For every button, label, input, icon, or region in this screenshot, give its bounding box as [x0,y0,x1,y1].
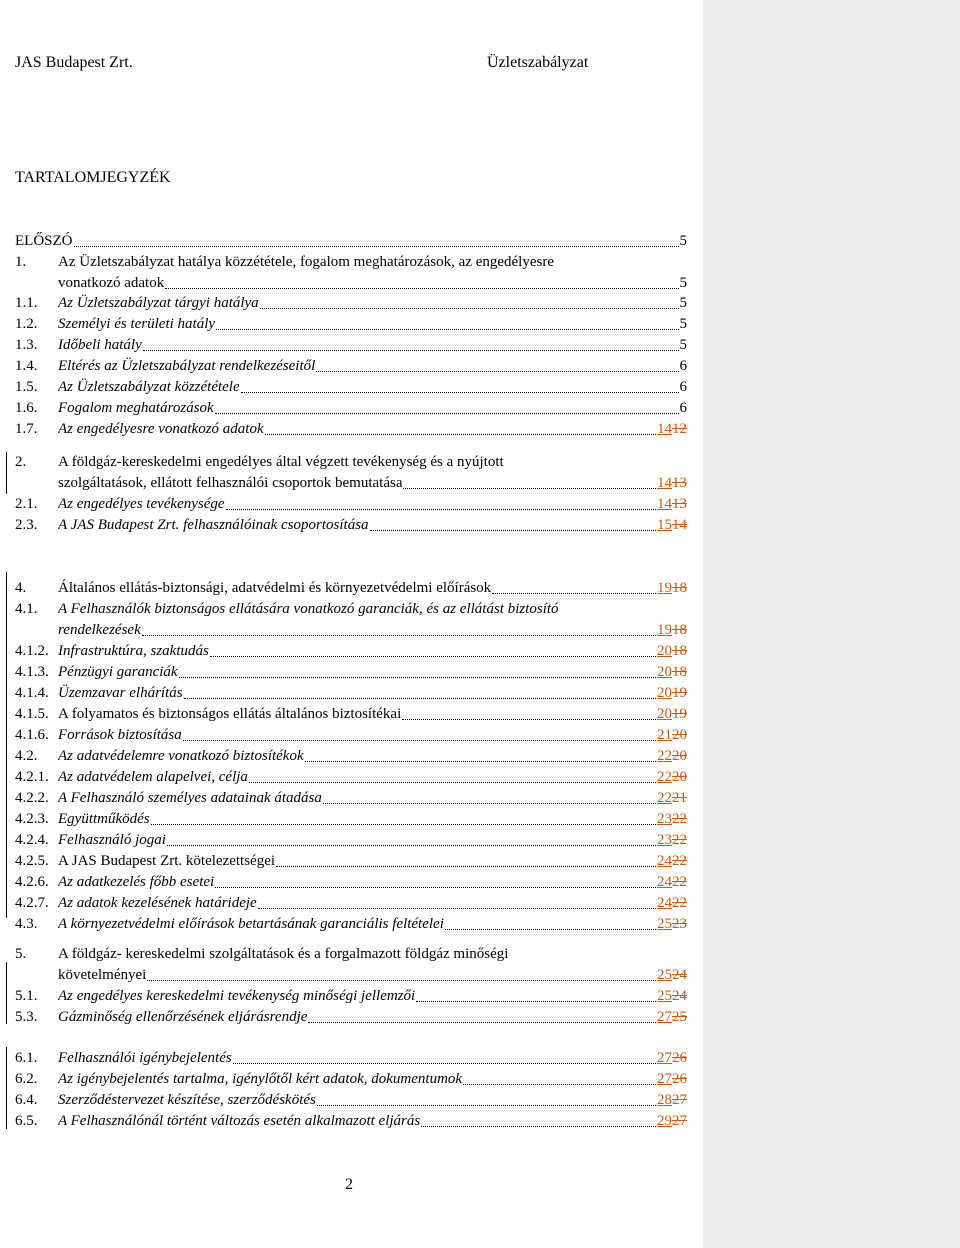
toc-dot-leader [445,929,656,930]
toc-page-current: 25 [657,967,672,983]
toc-page-current: 14 [657,421,672,437]
toc-entry-title: A JAS Budapest Zrt. felhasználóinak csoportosítása [58,517,369,533]
toc-entry-number: ELŐSZÓ [15,233,73,249]
toc-entry-number: 4.2.7. [15,895,49,911]
toc-dot-leader [183,740,656,741]
toc-entry-page [657,473,687,493]
toc-entry-title: Az adatvédelem alapelvei, célja [58,769,248,785]
toc-entry-number: 1.6. [15,400,38,416]
toc-entry-title: A Felhasználók biztonságos ellátására vonatkozó garanciák, és az ellátást biztosító [58,601,559,617]
toc-entry-number: 4.1.5. [15,706,49,722]
toc-entry[interactable] [15,398,687,418]
toc-entry[interactable] [15,893,687,913]
toc-entry-title: követelményei [58,967,147,983]
toc-page-deleted: 22 [672,874,687,890]
page-number: 2 [345,1176,353,1193]
toc-entry[interactable] [15,1007,687,1027]
toc-entry-page [657,809,687,829]
toc-entry-number: 4.2.3. [15,811,49,827]
toc-page-deleted: 25 [672,1009,687,1025]
toc-entry-number: 4.3. [15,916,38,932]
toc-dot-leader [416,1001,656,1002]
toc-entry-page [657,704,687,724]
toc-page-current: 20 [657,664,672,680]
toc-entry-page [657,494,687,514]
toc-dot-leader [215,413,679,414]
toc-entry-number: 4.1. [15,601,38,617]
toc-entry-title: Szerződéstervezet készítése, szerződéskötés [58,1092,316,1108]
toc-entry[interactable] [15,767,687,787]
toc-dot-leader [421,1126,656,1127]
toc-entry-page [680,377,688,397]
toc-page-current: 14 [657,496,672,512]
toc-entry[interactable] [15,252,687,272]
toc-entry[interactable] [15,515,687,535]
toc-page-current: 27 [657,1071,672,1087]
toc-entry-number: 4.2. [15,748,38,764]
toc-page-deleted: 18 [672,580,687,596]
toc-entry-title: Infrastruktúra, szaktudás [58,643,209,659]
toc-dot-leader [402,719,656,720]
toc-entry-page [657,662,687,682]
toc-page-deleted: 19 [672,706,687,722]
toc-entry[interactable] [15,830,687,850]
change-bar [6,1047,7,1129]
toc-entry[interactable] [15,231,687,251]
toc-entry-number: 2. [15,454,27,470]
toc-entry[interactable] [15,599,687,619]
toc-entry-number: 1.7. [15,421,38,437]
toc-page-current: 22 [657,748,672,764]
toc-page-deleted: 12 [672,421,687,437]
toc-entry-page [680,293,688,313]
toc-entry[interactable] [15,725,687,745]
toc-entry[interactable] [15,335,687,355]
toc-entry[interactable] [15,419,687,439]
toc-entry-title: Az adatkezelés főbb esetei [58,874,215,890]
toc-page-deleted: 18 [672,622,687,638]
toc-dot-leader [305,761,656,762]
toc-page-current: 25 [657,916,672,932]
toc-entry-title: A JAS Budapest Zrt. kötelezettségei [58,853,276,869]
toc-dot-leader [233,1063,656,1064]
toc-entry-page [657,788,687,808]
comment-margin-panel [703,0,960,1248]
toc-dot-leader [165,288,678,289]
toc-entry-page [657,851,687,871]
toc-page-current: 28 [657,1092,672,1108]
toc-entry-page [657,419,687,439]
toc-page-deleted: 14 [672,517,687,533]
toc-entry-number: 5. [15,946,27,962]
toc-dot-leader [143,350,679,351]
toc-entry-page [657,1069,687,1089]
toc-page-current: 24 [657,874,672,890]
toc-title: TARTALOMJEGYZÉK [15,169,171,186]
toc-dot-leader [260,308,679,309]
toc-page-deleted: 26 [672,1050,687,1066]
toc-entry[interactable] [15,452,687,472]
toc-page-current: 20 [657,685,672,701]
toc-entry[interactable] [15,914,687,934]
toc-dot-leader [215,887,656,888]
toc-entry[interactable] [15,986,687,1006]
toc-entry[interactable] [15,662,687,682]
toc-page-deleted: 13 [672,475,687,491]
toc-entry-title: Általános ellátás-biztonsági, adatvédelmi és környezetvédelmi előírások [58,580,492,596]
toc-entry-title: Az engedélyes tevékenysége [58,496,225,512]
toc-entry[interactable] [15,746,687,766]
toc-entry-title: Üzemzavar elhárítás [58,685,183,701]
toc-dot-leader [147,980,656,981]
toc-entry[interactable] [15,578,687,598]
toc-entry-page [657,620,687,640]
toc-entry-page [680,273,688,293]
toc-page-deleted: 13 [672,496,687,512]
toc-entry-title: Az igénybejelentés tartalma, igénylőtől kért adatok, dokumentumok [58,1071,463,1087]
toc-entry-title: Felhasználó jogai [58,832,166,848]
toc-page-deleted: 22 [672,832,687,848]
toc-entry[interactable] [15,1048,687,1068]
toc-entry-title: vonatkozó adatok [58,275,165,291]
toc-dot-leader [316,371,678,372]
toc-entry-number: 4.2.4. [15,832,49,848]
toc-page-current: 24 [657,895,672,911]
toc-entry-number: 6.5. [15,1113,38,1129]
toc-page-current: 20 [657,643,672,659]
toc-page-deleted: 20 [672,769,687,785]
toc-entry-page [680,356,688,376]
toc-dot-leader [308,1022,656,1023]
toc-entry-title: A Felhasználónál történt változás esetén alkalmazott eljárás [58,1113,421,1129]
toc-entry-number: 4.2.2. [15,790,49,806]
toc-entry[interactable] [15,473,687,493]
toc-page-current: 14 [657,475,672,491]
toc-page-current: 6 [679,400,687,416]
toc-entry-page [657,965,687,985]
toc-entry-title: Gázminőség ellenőrzésének eljárásrendje [58,1009,308,1025]
toc-entry-title: Pénzügyi garanciák [58,664,178,680]
toc-entry[interactable] [15,293,687,313]
toc-entry-title: szolgáltatások, ellátott felhasználói csoportok bemutatása [58,475,403,491]
toc-page-deleted: 22 [672,895,687,911]
toc-entry-title: Az Üzletszabályzat közzététele [58,379,240,395]
toc-page-current: 5 [679,233,687,249]
toc-entry-number: 4.1.6. [15,727,49,743]
toc-entry-title: Személyi és területi hatály [58,316,216,332]
toc-entry-page [657,914,687,934]
toc-page-current: 21 [657,727,672,743]
toc-entry[interactable] [15,314,687,334]
toc-entry-number: 4.2.6. [15,874,49,890]
toc-entry-number: 4.2.1. [15,769,49,785]
toc-entry-title: Források biztosítása [58,727,182,743]
toc-dot-leader [276,866,656,867]
toc-entry-page [657,986,687,1006]
toc-entry[interactable] [15,1069,687,1089]
toc-page-current: 5 [679,295,687,311]
toc-dot-leader [151,824,656,825]
toc-dot-leader [179,677,656,678]
toc-page-current: 19 [657,622,672,638]
toc-dot-leader [216,329,678,330]
toc-entry-page [680,398,688,418]
toc-entry-title: A földgáz- kereskedelmi szolgáltatások és a forgalmazott földgáz minőségi [58,946,509,962]
toc-entry-number: 2.1. [15,496,38,512]
toc-dot-leader [184,698,656,699]
toc-dot-leader [226,509,656,510]
toc-page-current: 15 [657,517,672,533]
toc-page-current: 6 [679,358,687,374]
toc-entry[interactable] [15,494,687,514]
toc-page-current: 22 [657,790,672,806]
toc-dot-leader [74,246,679,247]
toc-page-current: 5 [679,337,687,353]
toc-dot-leader [370,530,656,531]
toc-entry-page [657,1007,687,1027]
toc-entry[interactable] [15,788,687,808]
toc-entry[interactable] [15,704,687,724]
toc-page-deleted: 20 [672,748,687,764]
toc-entry-number: 2.3. [15,517,38,533]
toc-entry-page [657,746,687,766]
toc-dot-leader [463,1084,656,1085]
toc-page-current: 29 [657,1113,672,1129]
toc-entry-number: 5.1. [15,988,38,1004]
toc-entry-page [680,335,688,355]
toc-page-current: 5 [679,316,687,332]
toc-page-current: 25 [657,988,672,1004]
toc-entry-page [657,1048,687,1068]
toc-entry-number: 6.2. [15,1071,38,1087]
toc-page-deleted: 26 [672,1071,687,1087]
toc-dot-leader [249,782,656,783]
toc-entry[interactable] [15,1090,687,1110]
toc-entry-number: 4. [15,580,27,596]
toc-dot-leader [142,635,656,636]
toc-dot-leader [265,434,656,435]
toc-entry-page [657,683,687,703]
toc-entry-title: rendelkezések [58,622,141,638]
toc-entry-page [657,893,687,913]
toc-entry-page [657,641,687,661]
toc-dot-leader [492,593,656,594]
toc-page-current: 20 [657,706,672,722]
toc-entry-page [657,767,687,787]
toc-entry[interactable] [15,809,687,829]
toc-page-deleted: 18 [672,643,687,659]
toc-entry-title: Fogalom meghatározások [58,400,214,416]
toc-entry-page [657,1090,687,1110]
toc-entry[interactable] [15,683,687,703]
toc-entry-title: Az adatok kezelésének határideje [58,895,257,911]
header-company: JAS Budapest Zrt. [15,54,133,71]
toc-entry-number: 6.4. [15,1092,38,1108]
toc-entry-page [657,872,687,892]
toc-entry[interactable] [15,356,687,376]
toc-page-deleted: 18 [672,664,687,680]
toc-entry-number: 4.1.4. [15,685,49,701]
toc-entry-number: 4.1.3. [15,664,49,680]
change-bar [6,452,7,494]
toc-dot-leader [317,1105,656,1106]
toc-entry-number: 4.1.2. [15,643,49,659]
toc-page-current: 27 [657,1009,672,1025]
toc-page-deleted: 27 [672,1113,687,1129]
toc-entry-title: Az engedélyes kereskedelmi tevékenység minőségi jellemzői [58,988,416,1004]
toc-page-current: 27 [657,1050,672,1066]
toc-page-deleted: 22 [672,811,687,827]
toc-entry-page [657,515,687,535]
toc-page-deleted: 21 [672,790,687,806]
toc-entry-title: Eltérés az Üzletszabályzat rendelkezéseitől [58,358,316,374]
toc-entry[interactable] [15,944,687,964]
toc-entry-page [657,1111,687,1131]
toc-page-current: 23 [657,832,672,848]
toc-entry-number: 5.3. [15,1009,38,1025]
toc-entry-page [657,578,687,598]
toc-page-current: 6 [679,379,687,395]
toc-page-current: 24 [657,853,672,869]
toc-entry-number: 1.5. [15,379,38,395]
toc-entry[interactable] [15,851,687,871]
change-bar [6,572,7,918]
toc-dot-leader [241,392,679,393]
toc-entry-title: Az Üzletszabályzat tárgyi hatálya [58,295,259,311]
toc-dot-leader [323,803,656,804]
toc-entry-page [680,231,688,251]
toc-entry-number: 1.3. [15,337,38,353]
toc-page-current: 5 [679,275,687,291]
toc-entry-title: A Felhasználó személyes adatainak átadása [58,790,322,806]
toc-entry-number: 6.1. [15,1050,38,1066]
toc-dot-leader [258,908,656,909]
toc-entry[interactable] [15,1111,687,1131]
toc-entry[interactable] [15,377,687,397]
toc-entry-number: 1. [15,254,27,270]
toc-entry[interactable] [15,965,687,985]
toc-entry-title: A földgáz-kereskedelmi engedélyes által végzett tevékenység és a nyújtott [58,454,504,470]
change-bar [6,962,7,1024]
toc-entry-number: 4.2.5. [15,853,49,869]
toc-dot-leader [403,488,656,489]
toc-entry[interactable] [15,273,687,293]
toc-page-deleted: 19 [672,685,687,701]
toc-entry-title: Időbeli hatály [58,337,142,353]
toc-page-deleted: 20 [672,727,687,743]
toc-dot-leader [167,845,656,846]
toc-page-deleted: 23 [672,916,687,932]
toc-page-deleted: 27 [672,1092,687,1108]
toc-page-deleted: 22 [672,853,687,869]
toc-entry-title: A folyamatos és biztonságos ellátás általános biztosítékai [58,706,402,722]
toc-entry-title: Felhasználói igénybejelentés [58,1050,232,1066]
toc-entry-page [680,314,688,334]
toc-entry-title: Az Üzletszabályzat hatálya közzététele, fogalom meghatározások, az engedélyesre [58,254,554,270]
toc-entry-number: 1.1. [15,295,38,311]
toc-entry-number: 1.2. [15,316,38,332]
toc-page-current: 22 [657,769,672,785]
toc-page-deleted: 24 [672,967,687,983]
toc-entry[interactable] [15,620,687,640]
toc-entry[interactable] [15,641,687,661]
toc-entry-title: Az engedélyesre vonatkozó adatok [58,421,264,437]
header-document-title: Üzletszabályzat [487,54,589,71]
toc-entry[interactable] [15,872,687,892]
toc-entry-title: Az adatvédelemre vonatkozó biztosítékok [58,748,304,764]
toc-entry-number: 1.4. [15,358,38,374]
toc-entry-title: Együttműködés [58,811,150,827]
toc-page-current: 23 [657,811,672,827]
toc-entry-title: A környezetvédelmi előírások betartásának garanciális feltételei [58,916,444,932]
toc-entry-page [657,725,687,745]
toc-entry-page [657,830,687,850]
toc-page-deleted: 24 [672,988,687,1004]
toc-page-current: 19 [657,580,672,596]
toc-dot-leader [210,656,656,657]
